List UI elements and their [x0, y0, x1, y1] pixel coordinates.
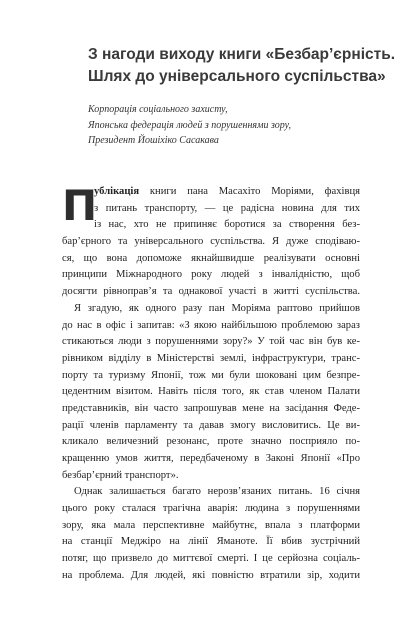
attribution-line-1: Корпорація соціального захисту,: [88, 104, 228, 115]
body-text: [62, 181, 360, 585]
text-line: Я згадую, як одного разу пан Моріяма раптово прийшов: [74, 302, 360, 314]
text-line: Однак залишається багато нерозв’язаних питань. 16 січня: [74, 486, 360, 498]
text-line: потяг, що призвело до миттєвої смерті. І це серйозна соціаль-: [62, 553, 360, 565]
text-line: цього року сталася трагічна аварія: людина з порушеннями: [62, 503, 360, 515]
text-line: рації членів парламенту та давав змогу висловитись. Це ви-: [62, 419, 360, 431]
text-line: [62, 184, 360, 201]
text-line: представників, він часто запрошував мене на засідання Феде-: [62, 402, 360, 414]
text-line: ся, що вона допоможе якнайшвидше реалізувати основні: [62, 252, 360, 264]
title-line-1: З нагоди виходу книги «Безбар’єрність.: [88, 46, 396, 63]
text-line: кликало величезний резонанс, проте значно посприяло по-: [62, 436, 360, 448]
text-line: рівником відділу в Міністерстві землі, інфраструктури, транс-: [62, 352, 360, 364]
text-line: на проблема. Для людей, які повністю втратили зір, ходити: [62, 569, 360, 581]
drop-cap: П: [62, 181, 98, 230]
text-line: з питань транспорту, — це радісна новина для тих: [94, 202, 360, 214]
lead-rest: книги пана Масахіто Моріями, фахівця: [139, 186, 360, 197]
text-line: зору, яка мала перспективне майбутнє, впала з платформи: [62, 519, 360, 531]
text-line: із нас, хто не припиняє боротися за створення без-: [94, 219, 360, 231]
text-line: стикаються люди з порушеннями зору?» У той час він був ке-: [62, 336, 360, 348]
text-line: на станції Меджіро на лінії Яманоте. Її вбив зустрічний: [62, 536, 360, 548]
attribution-line-2: Японська федерація людей з порушеннями зору,: [88, 119, 292, 131]
attribution-line-3: Президент Йошіхіко Сасакава: [88, 135, 219, 146]
text-line: бар’єрного та універсального суспільства. Я дуже сподіваю-: [62, 236, 360, 248]
text-line: досягти рівноправ’я та однакової участі в житті суспільства.: [62, 286, 360, 298]
attribution: [88, 102, 398, 149]
text-line: цедентним візитом. Навіть після того, як став членом Палати: [62, 386, 360, 398]
text-line: кращенню умов життя, передбаченому в Законі Японії «Про: [62, 453, 360, 464]
text-line: безбар’єрний транспорт».: [62, 469, 179, 481]
text-line: принципи Міжнародного року людей з інвалідністю, щоб: [62, 269, 360, 281]
page-title: [88, 44, 398, 88]
lead-word: ублікація: [94, 186, 140, 197]
title-line-2: Шлях до універсального суспільства»: [88, 68, 386, 85]
text-line: до нас в офіс і запитав: «З якою найбільшою проблемою зараз: [62, 319, 360, 331]
text-line: порту та туризму Японії, тож ми були шоковані цим безпре-: [62, 369, 360, 381]
